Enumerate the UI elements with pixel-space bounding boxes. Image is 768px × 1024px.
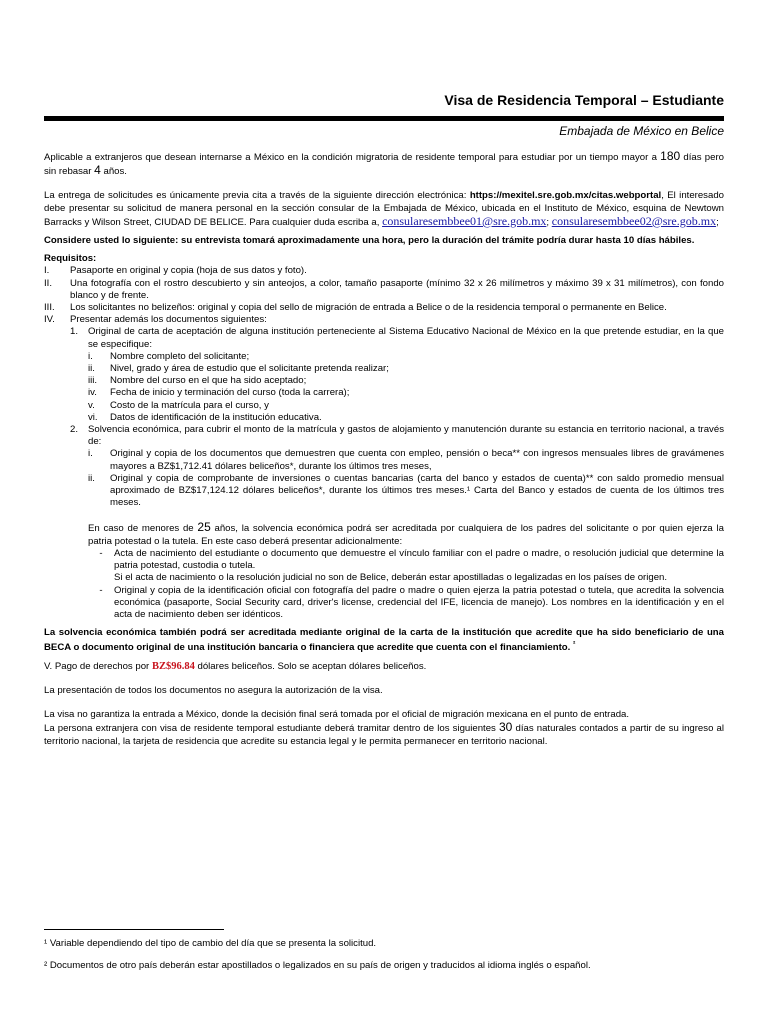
no-guarantee-paragraph: La presentación de todos los documentos no asegura la autorización de la visa. <box>44 684 383 696</box>
list-item: i. Nombre completo del solicitante; <box>88 350 250 362</box>
email-link-1[interactable]: consularesembbee01@sre.gob.mx <box>382 213 547 228</box>
requirement-item: III. Los solicitantes no belizeños: original y copia del sello de migración de entrada a Belice o de la residencia temporal o permanente en Belice. <box>44 302 667 314</box>
list-item: - Acta de nacimiento del estudiante o documento que demuestre el vínculo familiar con el padre o madre, o resolución judicial que determine la patria potestad, custodia o tutela. Si el acta de nacimiento o la resolución judicial no son de Belice, deberán estar apostilladas o legalizadas en los países de origen. <box>99 547 724 584</box>
email-link-2[interactable]: consularesembbee02@sre.gob.mx <box>551 213 717 228</box>
document-body <box>44 150 724 748</box>
list-item: - Original y copia de la identificación oficial con fotografía del padre o madre o quien ejerza la patria potestad o tutela, que acredita la solvencia económica (pasaporte, Social Security card, driver's license, credencial del IFE, licencia de manejo). Los nombres en la identificación y en el acta de nacimiento deben ser idénticos. <box>99 584 724 620</box>
footnote-1: ¹ Variable dependiendo del tipo de cambio del día que se presenta la solicitud. <box>44 938 377 949</box>
list-item: i. Original y copia de los documentos que demuestren que cuenta con empleo, pensión o beca** con ingresos mensuales libres de gravámenes mayores a BZ$1,712.41 dólares beliceños*, durante los últimos tres meses, <box>88 448 724 472</box>
requirements-heading: Requisitos: <box>44 253 97 265</box>
requirement-item: II. Una fotografía con el rostro descubierto y sin anteojos, a color, tamaño pasaporte (mínimo 32 x 26 milímetros y máximo 39 x 31 milímetros), con fondo blanco y de frente. <box>44 277 724 301</box>
footnote-divider <box>44 929 224 930</box>
minors-paragraph: En caso de menores de 25 años, la solvencia económica podrá ser acreditada por cualquiera de los padres del solicitante o por quien ejerza la patria potestad o la tutela. En este caso deberá presentar adicionalmente: <box>88 520 724 547</box>
fee-amount: BZ$96.84 <box>151 660 195 672</box>
list-item: vi. Datos de identificación de la institución educativa. <box>88 411 322 423</box>
solvency-item: 2. Solvencia económica, para cubrir el monto de la matrícula y gastos de alojamiento y manutención durante su estancia en territorio nacional, a través de: <box>70 424 724 448</box>
list-item: iv. Fecha de inicio y terminación del curso (toda la carrera); <box>88 387 350 399</box>
list-item: ii. Nivel, grado y área de estudio que el solicitante pretenda realizar; <box>88 363 389 375</box>
footnote-2: ² Documentos de otro país deberán estar apostillados o legalizados en su país de origen y traducidos al idioma inglés o español. <box>44 960 591 971</box>
entry-line: La visa no garantiza la entrada a México, donde la decisión final será tomada por el oficial de migración mexicana en el punto de entrada. <box>44 709 630 721</box>
list-item: ii. Original y copia de comprobante de inversiones o cuentas bancarias (carta del banco y estados de cuenta)** con saldo promedio mensual aproximado de BZ$17,124.12 dólares beliceños*, durante los últimos tres meses.¹ Carta del Banco y estados de cuenta de los últimos tres meses. <box>88 472 724 509</box>
scholarship-paragraph: La solvencia económica también podrá ser acreditada mediante original de la carta de la institución que acredite que ha sido beneficiario de una BECA o documento original de una institución bancaria o financiera que acredite que cuenta con el financiamiento. $^{^2}$ <box>44 627 724 654</box>
title-rule <box>44 116 724 121</box>
appointment-link[interactable]: https://mexitel.sre.gob.mx/citas.webportal <box>469 190 662 202</box>
document-title: Visa de Residencia Temporal – Estudiante <box>444 92 724 108</box>
delivery-paragraph: La entrega de solicitudes es únicamente previa cita a través de la siguiente dirección electrónica: https://mexitel.sre.gob.mx/citas.webportal, El interesado debe presentar su solicitud de manera personal en la sección consular de la Embajada de México, ubicada en el Instituto de México, esquina de Newtown Barracks y Wilson Street, CIUDAD DE BELICE. Para cualquier duda escriba a, consularesembbee01@sre.gob.mx; consularesembbee02@sre.gob.mx; <box>44 190 724 228</box>
notice-paragraph: Considere usted lo siguiente: su entrevista tomará aproximadamente una hora, pero la duración del trámite podría durar hasta 10 días hábiles. <box>44 235 695 247</box>
requirement-item: IV. Presentar además los documentos siguientes: <box>44 314 267 326</box>
entry-paragraph: La persona extranjera con visa de residente temporal estudiante deberá tramitar dentro de los siguientes 30 días naturales contados a partir de su ingreso al territorio nacional, la tarjeta de residencia que acredite su estancia legal y le permita permanecer en territorio nacional. <box>44 720 725 747</box>
acceptance-letter-item: 1. Original de carta de aceptación de alguna institución perteneciente al Sistema Educativo Nacional de México en la que pretende estudiar, en la que se especifique: <box>70 326 724 350</box>
list-item: v. Costo de la matrícula para el curso, y <box>88 399 269 411</box>
requirement-item: I. Pasaporte en original y copia (hoja de sus datos y foto). <box>44 265 307 277</box>
intro-paragraph: Aplicable a extranjeros que desean internarse a México en la condición migratoria de residente temporal para estudiar por un tiempo mayor a 180 días pero sin rebasar 4 años. <box>44 149 724 178</box>
list-item: iii. Nombre del curso en el que ha sido aceptado; <box>88 375 307 387</box>
document-subtitle: Embajada de México en Belice <box>559 124 724 138</box>
fees-paragraph: V. Pago de derechos por BZ$96.84 dólares beliceños. Solo se aceptan dólares beliceños. <box>44 660 427 672</box>
